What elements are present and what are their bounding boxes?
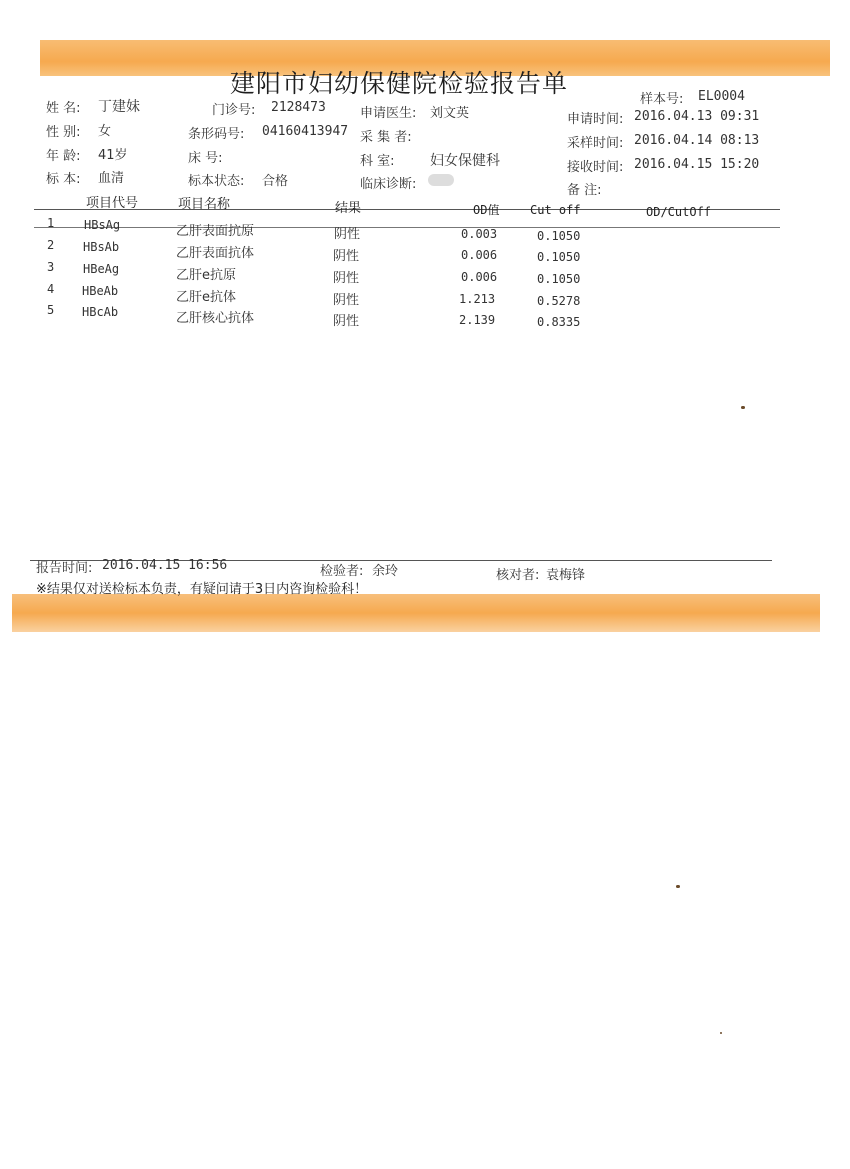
specimen-type: 血清 (98, 171, 125, 186)
row-number: 1 (47, 216, 55, 230)
report-time: 2016.04.15 16:56 (102, 558, 228, 573)
sample-no-label: 样本号: (640, 92, 684, 107)
row-cutoff: 0.1050 (537, 250, 581, 264)
report-title: 建阳市妇幼保健院检验报告单 (230, 69, 569, 98)
checker-label: 核对者: (496, 568, 540, 583)
checker-name: 袁梅锋 (546, 568, 586, 583)
apply-time-label: 申请时间: (567, 112, 624, 127)
row-code: HBsAb (83, 240, 120, 254)
col-header-result: 结果 (335, 201, 362, 216)
tester-name: 余玲 (372, 564, 399, 579)
table-header-rule (34, 227, 780, 228)
dept-label: 科 室: (360, 154, 395, 169)
col-header-code: 项目代号 (86, 196, 139, 211)
diagnosis-smudge (428, 174, 454, 186)
sample-time-label: 采样时间: (567, 136, 624, 151)
row-result: 阴性 (333, 314, 360, 329)
row-od: 1.213 (459, 292, 496, 306)
row-od: 2.139 (459, 313, 496, 327)
outpatient-label: 门诊号: (212, 103, 256, 118)
doctor-name: 刘文英 (430, 106, 470, 121)
row-number: 2 (47, 238, 55, 252)
footer-orange-band (12, 594, 820, 632)
barcode-label: 条形码号: (188, 127, 245, 142)
sex-label: 性 别: (46, 125, 81, 140)
remark-label: 备 注: (567, 183, 602, 198)
row-code: HBcAb (82, 305, 119, 319)
row-number: 3 (47, 260, 55, 274)
name-label: 姓 名: (46, 101, 81, 116)
doctor-label: 申请医生: (360, 106, 417, 121)
row-result: 阴性 (333, 293, 360, 308)
patient-age: 41岁 (98, 148, 128, 163)
age-label: 年 龄: (46, 149, 81, 164)
col-header-od: OD值 (473, 203, 500, 217)
bed-label: 床 号: (188, 151, 223, 166)
scan-speck (741, 406, 745, 409)
patient-name: 丁建妹 (98, 99, 140, 115)
row-name: 乙肝核心抗体 (176, 311, 255, 326)
specimen-status-label: 标本状态: (188, 174, 245, 189)
collector-label: 采 集 者: (360, 130, 412, 145)
sample-no: EL0004 (698, 89, 745, 104)
row-code: HBeAg (83, 262, 120, 276)
dept-name: 妇女保健科 (430, 153, 500, 169)
row-od: 0.003 (461, 227, 498, 241)
col-header-cutoff: Cut off (530, 203, 581, 217)
row-cutoff: 0.1050 (537, 272, 581, 286)
col-header-name: 项目名称 (178, 197, 231, 212)
scan-speck (676, 885, 680, 888)
outpatient-no: 2128473 (271, 100, 326, 115)
disclaimer-note: ※结果仅对送检标本负责，有疑问请于3日内咨询检验科！ (36, 582, 368, 597)
diagnosis-label: 临床诊断: (360, 177, 417, 192)
patient-sex: 女 (98, 124, 112, 139)
specimen-status: 合格 (262, 174, 289, 189)
specimen-label: 标 本: (46, 172, 81, 187)
row-code: HBsAg (84, 218, 121, 232)
receive-time: 2016.04.15 15:20 (634, 157, 760, 172)
tester-label: 检验者: (320, 564, 364, 579)
row-od: 0.006 (461, 270, 498, 284)
row-cutoff: 0.8335 (537, 315, 581, 329)
row-result: 阴性 (333, 271, 360, 286)
report-time-label: 报告时间: (36, 561, 93, 576)
row-name: 乙肝表面抗体 (176, 246, 255, 261)
row-number: 4 (47, 282, 55, 296)
row-name: 乙肝表面抗原 (176, 224, 255, 239)
row-result: 阴性 (334, 227, 361, 242)
row-code: HBeAb (82, 284, 119, 298)
row-cutoff: 0.1050 (537, 229, 581, 243)
row-od: 0.006 (461, 248, 498, 262)
sample-time: 2016.04.14 08:13 (634, 133, 760, 148)
receive-time-label: 接收时间: (567, 160, 624, 175)
row-number: 5 (47, 303, 55, 317)
barcode-no: 04160413947 (262, 124, 349, 139)
scan-speck (720, 1032, 722, 1034)
col-header-od-ratio: OD/CutOff (646, 205, 712, 219)
row-name: 乙肝e抗原 (176, 268, 236, 283)
row-result: 阴性 (333, 249, 360, 264)
row-name: 乙肝e抗体 (176, 290, 236, 305)
row-cutoff: 0.5278 (537, 294, 581, 308)
apply-time: 2016.04.13 09:31 (634, 109, 760, 124)
